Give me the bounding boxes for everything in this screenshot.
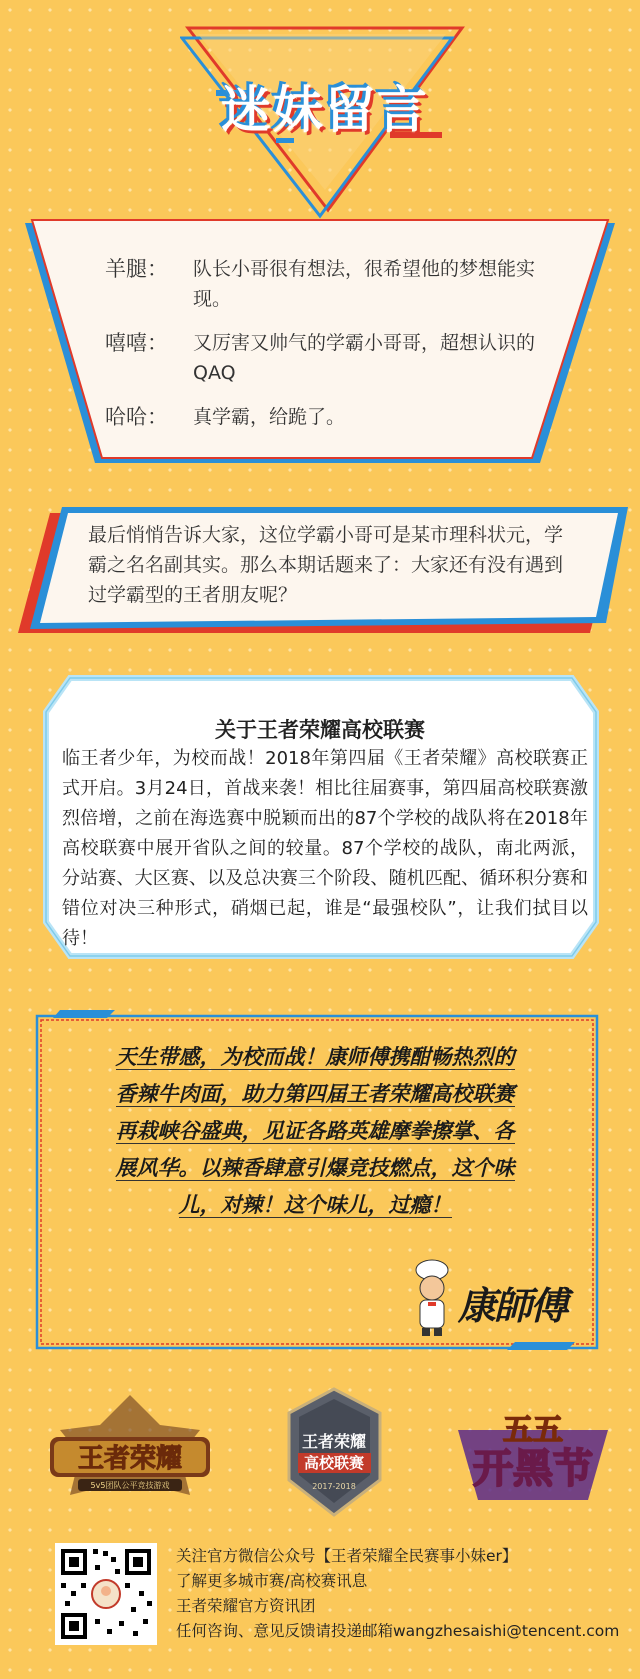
sponsor-line: 儿，对辣！这个味儿，过瘾！: [178, 1192, 452, 1217]
honor-of-kings-logo: [30, 1385, 230, 1525]
footer-line: 了解更多城市赛/高校赛讯息: [176, 1572, 368, 1590]
page-title: 迷妹留言: [221, 81, 429, 139]
message-text: 队长小哥很有想法，很希望他的梦想能实现。: [193, 258, 536, 310]
question-text: 最后悄悄告诉大家，这位学霸小哥可是某市理科状元，学霸之名名副其实。那么本期话题来了：大家还有没有遇到过学霸型的王者朋友呢？: [88, 524, 564, 606]
message-text: 真学霸，给跪了。: [193, 406, 346, 428]
message-author: 羊腿：: [105, 257, 168, 281]
chef-mascot-icon: [402, 1258, 462, 1338]
sponsor-brand-logo: 康師傅: [458, 1283, 567, 1328]
message-item: [105, 402, 555, 432]
logo1-subtitle: 5v5团队公平竞技游戏: [90, 1481, 170, 1490]
footer-info: [176, 1544, 636, 1644]
logo2-year: 2017-2018: [312, 1482, 356, 1491]
footer-line: 王者荣耀官方资讯团: [176, 1597, 316, 1615]
footer-line: 关注官方微信公众号【王者荣耀全民赛事小妹er】: [176, 1547, 518, 1565]
logo2-line2: 高校联赛: [303, 1454, 365, 1472]
sponsor-line: 再栽峡谷盛典，见证各路英雄摩拳擦掌、各: [115, 1118, 515, 1143]
logo1-title: 王者荣耀: [77, 1444, 183, 1474]
open-black-festival-logo: [448, 1390, 618, 1520]
intro-title: 关于王者荣耀高校联赛: [215, 718, 425, 742]
message-text: 又厉害又帅气的学霸小哥哥，超想认识的QAQ: [193, 332, 536, 384]
sponsor-line: 天生带感，为校而战！康师傅携酣畅热烈的: [115, 1044, 515, 1069]
message-item: [105, 254, 555, 314]
title-block: [180, 20, 470, 220]
footer-email-line[interactable]: 任何咨询、意见反馈请投递邮箱wangzhesaishi@tencent.com: [176, 1622, 620, 1640]
sponsor-text: [70, 1038, 560, 1223]
message-item: [105, 328, 555, 388]
sponsor-line: 展风华。以辣香肆意引爆竞技燃点，这个味: [115, 1155, 515, 1180]
logo3-main: 开黑节: [473, 1446, 593, 1492]
message-author: 嘻嘻：: [105, 331, 168, 355]
message-author: 哈哈：: [105, 405, 168, 429]
sponsor-line: 香辣牛肉面，助力第四届王者荣耀高校联赛: [115, 1081, 515, 1106]
college-league-logo: [282, 1385, 387, 1520]
qr-code: [55, 1543, 157, 1645]
logo3-top: 五五: [503, 1413, 563, 1448]
logo2-line1: 王者荣耀: [301, 1432, 367, 1451]
intro-body: 临王者少年，为校而战！2018年第四届《王者荣耀》高校联赛正式开启。3月24日，首战来袭！相比往届赛事，第四届高校联赛激烈倍增，之前在海选赛中脱颖而出的87个学校的战队将在2018年高校联赛中展开省队之间的较量。87个学校的战队，南北两派，分站赛、大区赛、以及总决赛三个阶段、随机匹配、循环积分赛和错位对决三种形式，硝烟已起，谁是“最强校队”，让我们拭目以待！: [62, 748, 588, 949]
messages-list: [105, 254, 555, 446]
